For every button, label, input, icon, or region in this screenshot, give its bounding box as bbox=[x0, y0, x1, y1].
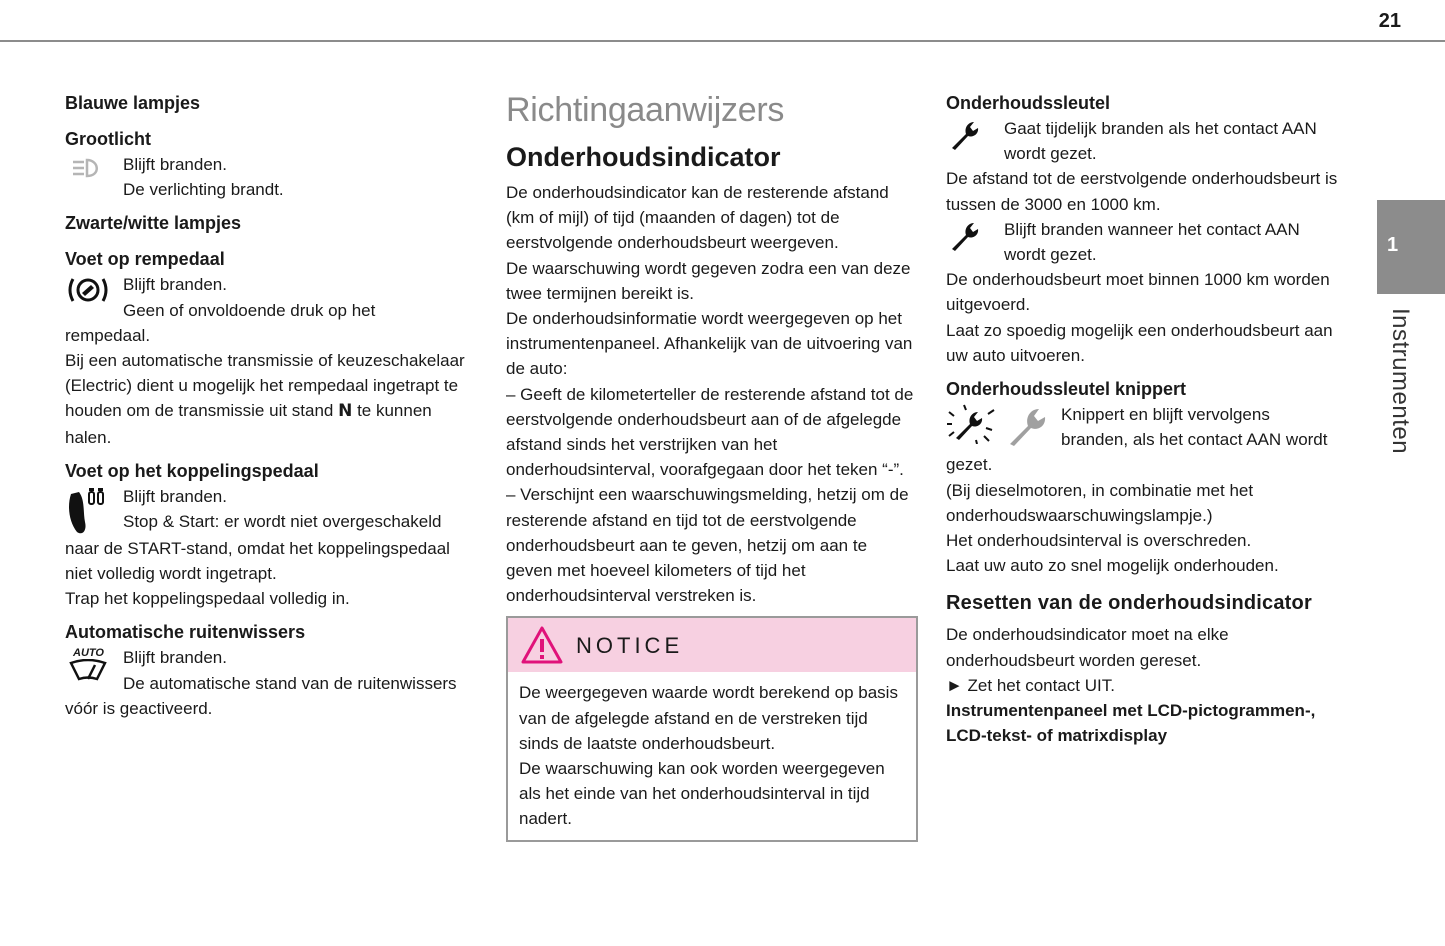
notice-para2: De waarschuwing kan ook worden weergegeven als het einde van het onderhoudsinterval in tijd nadert. bbox=[519, 759, 885, 829]
brake-para-a: Bij een automatische transmissie of keuzeschakelaar (Electric) dient u mogelijk het rempedaal ingetrapt te houden om de transmissie uit stand bbox=[65, 351, 465, 421]
brake-pedal-heading: Voet op rempedaal bbox=[65, 249, 225, 270]
high-beam-line2: De verlichting brandt. bbox=[123, 180, 284, 200]
middle-column bbox=[506, 90, 918, 842]
wipers-heading: Automatische ruitenwissers bbox=[65, 622, 306, 643]
clutch-line1: Blijft branden. bbox=[123, 486, 227, 506]
brake-para-b: te kunnen halen. bbox=[65, 401, 432, 447]
wipers-line3: vóór is geactiveerd. bbox=[65, 698, 213, 718]
blinking-wrench-icon bbox=[946, 404, 998, 444]
chapter-tab bbox=[1377, 200, 1445, 294]
clutch-foot-icon bbox=[65, 484, 123, 536]
left-column bbox=[65, 90, 480, 721]
wrench-blink-para1: (Bij dieselmotoren, in combinatie met het onderhoudswaarschuwingslampje.) bbox=[946, 480, 1254, 525]
high-beam-icon bbox=[65, 152, 123, 182]
wrench-line1b: wordt gezet. bbox=[1004, 144, 1097, 164]
high-beam-line1: Blijft branden. bbox=[123, 155, 227, 174]
maintenance-bullet2: – Verschijnt een waarschuwingsmelding, hetzij om de resterende afstand en tijd tot de eerstvolgende onderhoudsbeurt aan te geven, hetzij om aan te geven met hoeveel kilometers of tijd het onderhoudsinterval verstreken is. bbox=[506, 485, 909, 606]
reset-heading: Resetten van de onderhoudsindicator bbox=[946, 592, 1312, 615]
wipers-line1: Blijft branden. bbox=[123, 648, 227, 668]
brake-line1: Blijft branden. bbox=[123, 275, 227, 295]
notice-body bbox=[508, 672, 916, 839]
brake-auto-transmission-text bbox=[65, 348, 480, 450]
wrench-row-1 bbox=[946, 116, 1356, 166]
wrench-line2a: Blijft branden wanneer het contact AAN bbox=[1004, 219, 1300, 239]
wrench-blink-row bbox=[946, 402, 1356, 452]
notice-label: NOTICE bbox=[576, 632, 684, 658]
high-beam-row bbox=[65, 152, 480, 202]
clutch-line4: Trap het koppelingspedaal volledig in. bbox=[65, 589, 350, 609]
wrench-gray-icon bbox=[1004, 404, 1054, 448]
maintenance-para2: De waarschuwing wordt gegeven zodra een van deze twee termijnen bereikt is. bbox=[506, 258, 911, 303]
blue-lamps-heading: Blauwe lampjes bbox=[65, 93, 201, 113]
warning-triangle-icon bbox=[520, 625, 564, 665]
chapter-section-title: Richtingaanwijzers bbox=[506, 91, 785, 129]
bw-lamps-heading: Zwarte/witte lampjes bbox=[65, 213, 242, 234]
maintenance-indicator-title: Onderhoudsindicator bbox=[506, 142, 781, 172]
wrench-icon bbox=[946, 217, 1004, 253]
wrench-line1a: Gaat tijdelijk branden als het contact AAN bbox=[1004, 119, 1317, 138]
chapter-number: 1 bbox=[1387, 234, 1399, 256]
maintenance-bullet1: – Geeft de kilometerteller de resterende afstand tot de eerstvolgende onderhoudsbeurt aan of de afgelegde afstand sinds het verstrijken van het onderhoudsinterval, voorafgegaan door het teken “-”. bbox=[506, 384, 914, 480]
high-beam-heading: Grootlicht bbox=[65, 129, 151, 149]
notice-header bbox=[508, 618, 916, 672]
clutch-heading: Voet op het koppelingspedaal bbox=[65, 460, 319, 481]
reset-step1: ► Zet het contact UIT. bbox=[946, 675, 1115, 695]
wrench-blink-line2: branden, als het contact AAN wordt bbox=[1061, 430, 1328, 450]
notice-para1: De weergegeven waarde wordt berekend op basis van de afgelegde afstand en de verstreken tijd sinds de laatste onderhoudsbeurt. bbox=[519, 683, 898, 753]
maintenance-para1: De onderhoudsindicator kan de resterende afstand (km of mijl) of tijd (maanden of dagen) tot de eerstvolgende onderhoudsbeurt weergeven. bbox=[506, 183, 889, 253]
blinking-wrench-icons bbox=[946, 402, 1061, 448]
wrench-icon bbox=[946, 116, 1004, 152]
clutch-row bbox=[65, 484, 480, 536]
auto-wiper-icon-text: AUTO bbox=[73, 647, 104, 660]
notice-box bbox=[506, 616, 918, 841]
wrench-blink-line3: gezet. bbox=[946, 455, 993, 475]
brake-foot-icon bbox=[65, 272, 123, 306]
wrench-para1: De afstand tot de eerstvolgende onderhoudsbeurt is tussen de 3000 en 1000 km. bbox=[946, 169, 1338, 214]
wrench-blink-heading: Onderhoudssleutel knippert bbox=[946, 379, 1187, 400]
wrench-para2: De onderhoudsbeurt moet binnen 1000 km worden uitgevoerd. bbox=[946, 270, 1330, 315]
gear-letter: N bbox=[338, 401, 353, 422]
wrench-para3: Laat zo spoedig mogelijk een onderhoudsbeurt aan uw auto uitvoeren. bbox=[946, 320, 1333, 365]
chapter-label: Instrumenten bbox=[1387, 308, 1414, 455]
header-rule bbox=[0, 40, 1445, 42]
right-column bbox=[946, 90, 1356, 748]
reset-para1: De onderhoudsindicator moet na elke onderhoudsbeurt worden gereset. bbox=[946, 625, 1229, 670]
reset-bold-line: Instrumentenpaneel met LCD-pictogrammen-, LCD-tekst- of matrixdisplay bbox=[946, 701, 1316, 746]
wrench-heading: Onderhoudssleutel bbox=[946, 93, 1111, 113]
wipers-row bbox=[65, 645, 480, 695]
brake-line2: Geen of onvoldoende druk op het bbox=[123, 300, 376, 320]
page-number: 21 bbox=[1378, 10, 1401, 32]
wrench-row-2 bbox=[946, 217, 1356, 267]
clutch-line3: naar de START-stand, omdat het koppelingspedaal niet volledig wordt ingetrapt. bbox=[65, 538, 450, 584]
wrench-blink-para3: Laat uw auto zo snel mogelijk onderhouden. bbox=[946, 556, 1279, 576]
wipers-line2: De automatische stand van de ruitenwissers bbox=[123, 673, 457, 693]
wrench-blink-para2: Het onderhoudsinterval is overschreden. bbox=[946, 531, 1252, 551]
clutch-line2: Stop & Start: er wordt niet overgeschakeld bbox=[123, 512, 442, 532]
brake-line3: rempedaal. bbox=[65, 325, 151, 345]
maintenance-para3: De onderhoudsinformatie wordt weergegeven op het instrumentenpaneel. Afhankelijk van de uitvoering van de auto: bbox=[506, 309, 913, 379]
wrench-blink-line1: Knippert en blijft vervolgens bbox=[1061, 405, 1270, 425]
auto-wiper-icon bbox=[65, 645, 123, 685]
wrench-line2b: wordt gezet. bbox=[1004, 245, 1097, 265]
brake-pedal-row bbox=[65, 272, 480, 322]
